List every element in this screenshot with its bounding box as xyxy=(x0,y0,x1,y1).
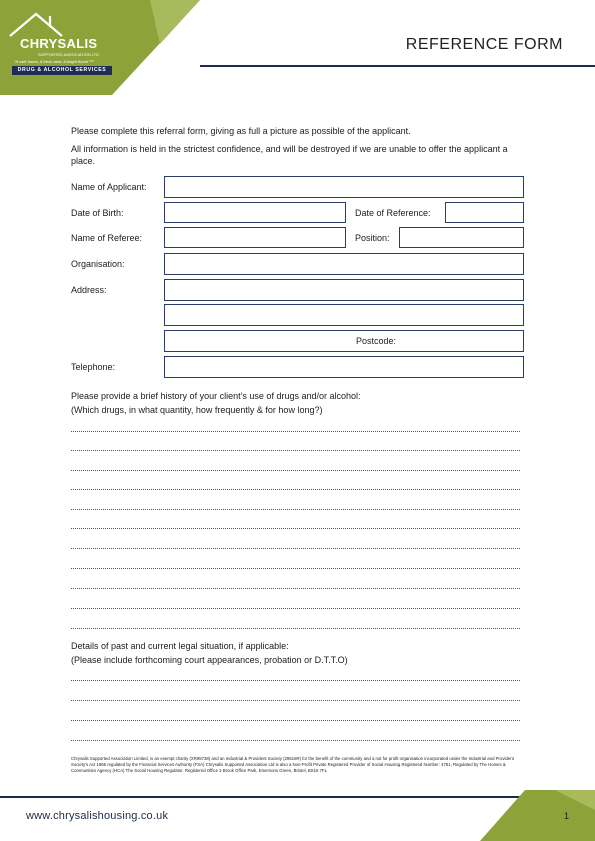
position-field[interactable] xyxy=(399,227,524,248)
history-prompt: Please provide a brief history of your client’s use of drugs and/or alcohol: xyxy=(71,391,361,401)
postcode-field[interactable] xyxy=(164,330,524,352)
history-answer-line[interactable] xyxy=(71,548,520,549)
brand-subtitle: SUPPORTED ASSOCIATION LTD xyxy=(38,52,100,57)
date-of-birth-field[interactable] xyxy=(164,202,346,223)
legal-answer-line[interactable] xyxy=(71,720,520,721)
history-answer-line[interactable] xyxy=(71,608,520,609)
footer-website-link[interactable]: www.chrysalishousing.co.uk xyxy=(26,810,169,822)
footer-rule xyxy=(0,796,520,798)
intro-line-2: All information is held in the strictest confidence, and will be destroyed if we are unable to offer the applicant a place. xyxy=(71,144,508,166)
address-line-1-field[interactable] xyxy=(164,279,524,301)
brand-tagline: "A safe home, A fresh start, A bright future"™ xyxy=(14,59,94,64)
organisation-field[interactable] xyxy=(164,253,524,275)
brand-service-bar xyxy=(12,66,112,75)
page-title: REFERENCE FORM xyxy=(405,36,563,53)
footer-corner-banner xyxy=(480,790,595,841)
history-answer-line[interactable] xyxy=(71,431,520,432)
history-answer-line[interactable] xyxy=(71,509,520,510)
footer-legal-notice: Chrysalis Supported Association Limited, is an exempt charity (XR95738) and an Industrial & Provident Society (29518R) for the benefit of the community and a not for profit organisation incorporated under the Industrial and Provident Society’s Act 1965 regulated by the Financial Services Authority (FSA) Chrysalis Supported Association Ltd is also a Non-Profit Private Registered Provider of Social Housing Registered Number: 4751, Regulated by The Homes & Communities Agency (HCA) The Social Housing Regulator. Registered Office 3 Brook Office Park, Emersons Green, Bristol, BS16 7FL xyxy=(71,756,514,773)
name-of-applicant-field[interactable] xyxy=(164,176,524,198)
legal-prompt-detail: (Please include forthcoming court appearances, probation or D.T.T.O) xyxy=(71,655,348,665)
history-answer-line[interactable] xyxy=(71,588,520,589)
address-label: Address: xyxy=(71,285,107,295)
legal-answer-line[interactable] xyxy=(71,700,520,701)
date-of-birth-label: Date of Birth: xyxy=(71,208,124,218)
name-of-referee-label: Name of Referee: xyxy=(71,233,143,243)
address-line-2-field[interactable] xyxy=(164,304,524,326)
history-answer-line[interactable] xyxy=(71,568,520,569)
position-label: Position: xyxy=(355,233,390,243)
house-roof-icon xyxy=(6,8,76,38)
name-of-referee-field[interactable] xyxy=(164,227,346,248)
name-of-applicant-label: Name of Applicant: xyxy=(71,182,147,192)
date-of-reference-field[interactable] xyxy=(445,202,524,223)
legal-prompt: Details of past and current legal situation, if applicable: xyxy=(71,641,289,651)
history-answer-line[interactable] xyxy=(71,470,520,471)
brand-service-label: DRUG & ALCOHOL SERVICES xyxy=(17,67,107,73)
history-answer-line[interactable] xyxy=(71,528,520,529)
telephone-label: Telephone: xyxy=(71,362,116,372)
history-answer-line[interactable] xyxy=(71,628,520,629)
brand-name: CHRYSALIS xyxy=(20,36,98,51)
postcode-label: Postcode: xyxy=(356,336,397,346)
intro-line-1: Please complete this referral form, giving as full a picture as possible of the applicant. xyxy=(71,126,411,136)
page-number: 1 xyxy=(564,811,570,821)
history-answer-line[interactable] xyxy=(71,489,520,490)
date-of-reference-label: Date of Reference: xyxy=(355,208,431,218)
history-answer-line[interactable] xyxy=(71,450,520,451)
header-rule xyxy=(200,65,595,67)
organisation-label: Organisation: xyxy=(71,259,125,269)
telephone-field[interactable] xyxy=(164,356,524,378)
legal-answer-line[interactable] xyxy=(71,740,520,741)
history-prompt-detail: (Which drugs, in what quantity, how frequently & for how long?) xyxy=(71,405,323,415)
legal-answer-line[interactable] xyxy=(71,680,520,681)
